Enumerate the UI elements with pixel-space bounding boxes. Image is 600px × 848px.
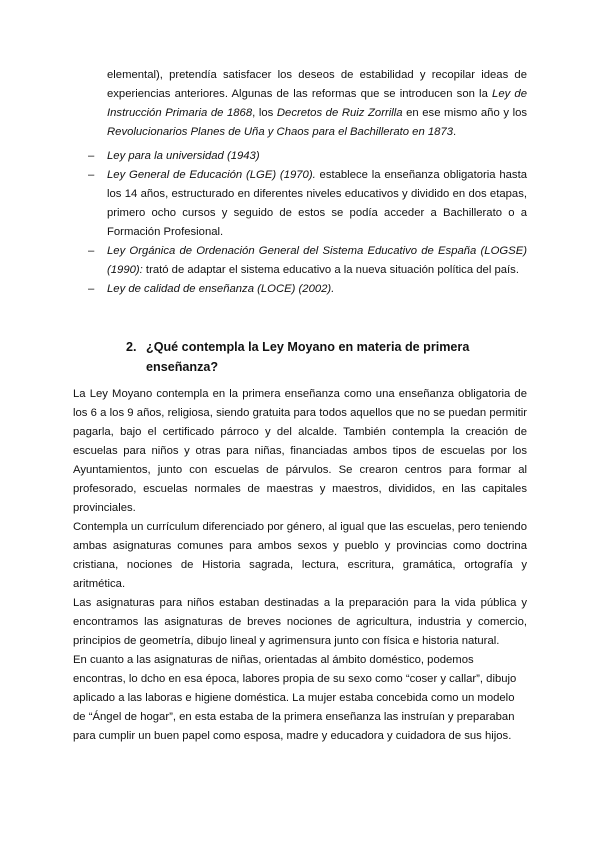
- list-item-content: [107, 166, 527, 242]
- list-bullet: –: [88, 283, 95, 295]
- list-item-text: trató de adaptar el sistema educativo a la nueva situación política del país.: [142, 264, 519, 276]
- continuation-text-a: elemental), pretendía satisfacer los deseos de estabilidad y recopilar ideas de experiencias anteriores. Algunas de las reformas que se introducen son la: [107, 69, 527, 100]
- body-paragraph: La Ley Moyano contempla en la primera enseñanza como una enseñanza obligatoria de los 6 a los 9 años, religiosa, siendo gratuita para todos aquellos que no se puedan permitir pagarla, bajo el certificado párroco y del alcalde. También contempla la creación de escuelas para niños y otras para niñas, financiadas ambos tipos de escuelas por los Ayuntamientos, junto con escuelas de párvulos. Se crearon centros para formar al profesorado, escuelas normales de maestras y maestros, divididos, en las capitales provinciales.: [73, 388, 527, 514]
- list-bullet: –: [88, 169, 95, 181]
- list-item-law-title: Ley General de Educación (LGE) (1970).: [107, 169, 316, 181]
- continuation-decretos: Decretos de Ruiz Zorrilla: [276, 107, 403, 119]
- continuation-law-1868: Ley de Instrucción Primaria de 1868: [107, 88, 527, 119]
- section-body: [73, 385, 527, 746]
- list-item: [88, 242, 527, 280]
- section-title: ¿Qué contempla la Ley Moyano en materia de primera enseñanza?: [146, 340, 470, 374]
- section-heading: [126, 337, 526, 377]
- list-item: [88, 147, 527, 166]
- continuation-planes: Revolucionarios Planes de Uña y Chaos para el Bachillerato en 1873: [107, 126, 454, 138]
- continuation-text-c: , los: [252, 107, 277, 119]
- list-item-law-title: Ley de calidad de enseñanza (LOCE) (2002).: [107, 283, 335, 295]
- list-item: [88, 166, 527, 242]
- section-number: 2.: [126, 340, 137, 354]
- body-paragraph: Contempla un currículum diferenciado por género, al igual que las escuelas, pero teniendo ambas asignaturas comunes para ambos sexos y pueblo y provincias como doctrina cristiana, nociones de Historia sagrada, lectura, escritura, gramática, ortografía y aritmética.: [73, 521, 527, 590]
- list-bullet: –: [88, 245, 95, 257]
- list-item: [88, 280, 527, 299]
- list-item-content: [107, 242, 527, 280]
- list-item-law-title: Ley para la universidad (1943): [107, 150, 260, 162]
- body-paragraph: Las asignaturas para niños estaban destinadas a la preparación para la vida pública y encontramos las asignaturas de breves nociones de agricultura, industria y comercio, principios de geometría, dibujo lineal y agrimensura junto con física e historia natural.: [73, 597, 527, 647]
- continuation-paragraph: [107, 66, 527, 142]
- list-item-content: [107, 280, 527, 299]
- list-bullet: –: [88, 150, 95, 162]
- continuation-text-e: en ese mismo año y los: [402, 107, 528, 119]
- body-paragraph: En cuanto a las asignaturas de niñas, orientadas al ámbito doméstico, podemos encontras, lo dcho en esa época, labores propia de su sexo como “coser y callar”, dibujo aplicado a las laboras e higiene doméstica. La mujer estaba concebida como un modelo de “Ángel de hogar”, en esta estaba de la primera enseñanza las instruían y preparaban para cumplir un buen papel como esposa, madre y educadora y cuidadora de sus hijos.: [73, 654, 517, 742]
- list-item-content: [107, 147, 527, 166]
- continuation-text-g: .: [453, 126, 457, 138]
- list-item-text: establece la enseñanza obligatoria hasta los 14 años, estructurado en diferentes niveles educativos y dividido en dos etapas, primero ocho cursos y seguido de estos se podía acceder a Bachillerato o a Formación Profesional.: [107, 169, 528, 238]
- list-item-law-title: Ley Orgánica de Ordenación General del Sistema Educativo de España (LOGSE) (1990):: [107, 245, 527, 276]
